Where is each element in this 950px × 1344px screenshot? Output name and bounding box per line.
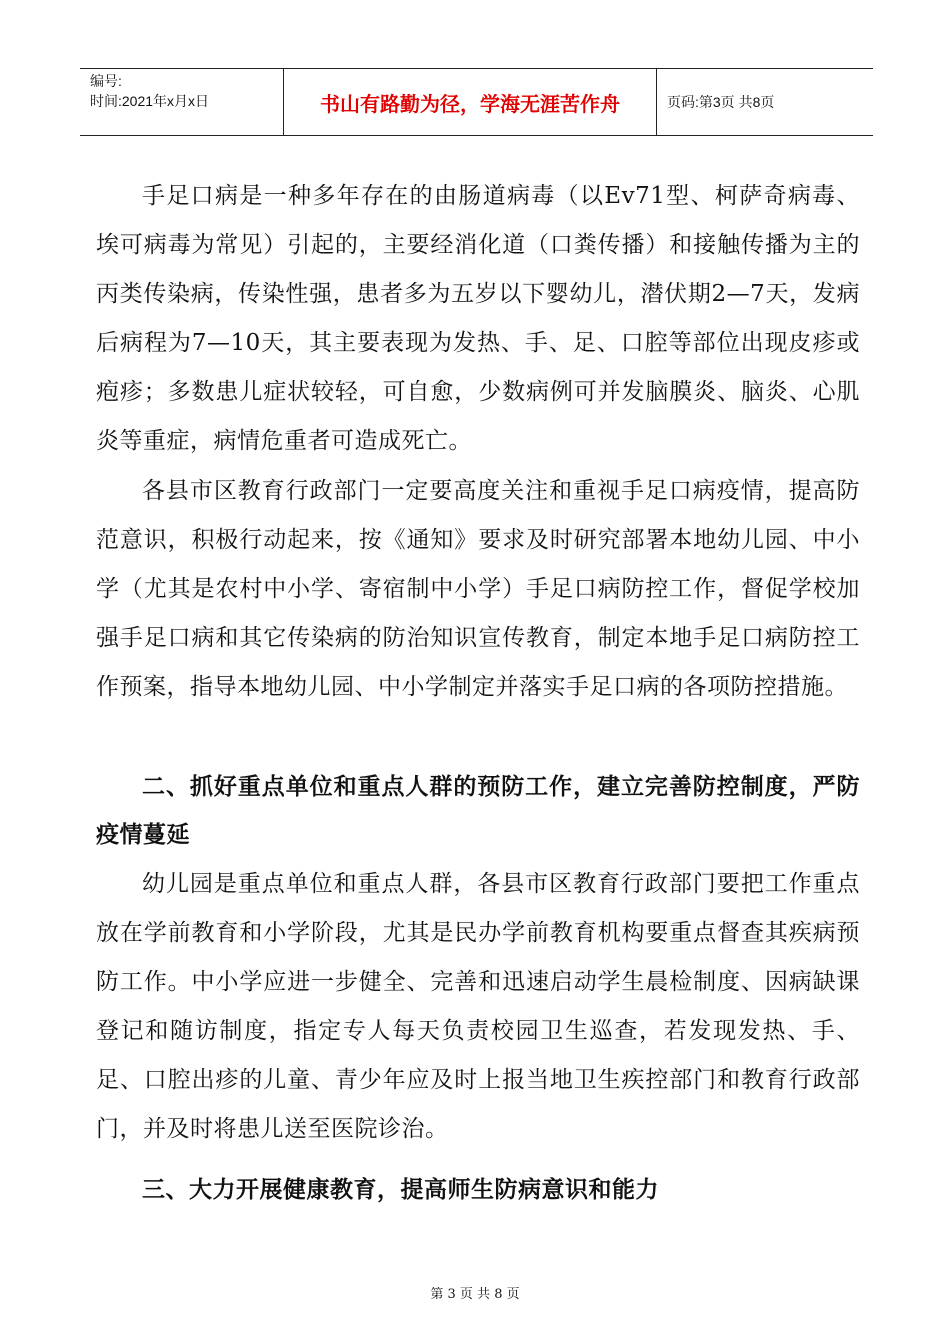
page-footer: 第 3 页 共 8 页	[430, 1287, 520, 1302]
section-heading-3-text: 三、大力开展健康教育，提高师生防病意识和能力	[142, 1177, 659, 1203]
header-meta	[80, 69, 283, 135]
section-heading-2-text: 二、抓好重点单位和重点人群的预防工作，建立完善防控制度，严防疫情蔓延	[96, 774, 860, 848]
paragraph-2-text: 各县市区教育行政部门一定要高度关注和重视手足口病疫情，提高防范意识，积极行动起来，按《通知》要求及时研究部署本地幼儿园、中小学（尤其是农村中小学、寄宿制中小学）手足口病防控工作，督促学校加强手足口病和其它传染病的防治知识宣传教育，制定本地手足口病防控工作预案，指导本地幼儿园、中小学制定并落实手足口病的各项防控措施。	[96, 478, 860, 700]
section-heading-2	[96, 763, 860, 859]
paragraph-1	[96, 172, 860, 466]
section-heading-3	[96, 1166, 860, 1214]
header-number-label: 编号:	[90, 73, 122, 89]
paragraph-2	[96, 467, 860, 712]
header-page-info: 页码:第3页 共8页	[667, 94, 775, 110]
header-motto: 书山有路勤为径，学海无涯苦作舟	[283, 69, 657, 135]
paragraph-3-text: 幼儿园是重点单位和重点人群，各县市区教育行政部门要把工作重点放在学前教育和小学阶段，尤其是民办学前教育机构要重点督查其疾病预防工作。中小学应进一步健全、完善和迅速启动学生晨检制度、因病缺课登记和随访制度，指定专人每天负责校园卫生巡查，若发现发热、手、足、口腔出疹的儿童、青少年应及时上报当地卫生疾控部门和教育行政部门，并及时将患儿送至医院诊治。	[96, 871, 860, 1142]
header-time-label: 时间:2021年x月x日	[90, 93, 210, 109]
page-header	[80, 68, 873, 136]
paragraph-1-text: 手足口病是一种多年存在的由肠道病毒（以Ev71型、柯萨奇病毒、埃可病毒为常见）引起的，主要经消化道（口粪传播）和接触传播为主的丙类传染病，传染性强，患者多为五岁以下婴幼儿，潜伏期2—7天，发病后病程为7—10天，其主要表现为发热、手、足、口腔等部位出现皮疹或疱疹；多数患儿症状较轻，可自愈，少数病例可并发脑膜炎、脑炎、心肌炎等重症，病情危重者可造成死亡。	[96, 183, 860, 454]
paragraph-3	[96, 860, 860, 1154]
